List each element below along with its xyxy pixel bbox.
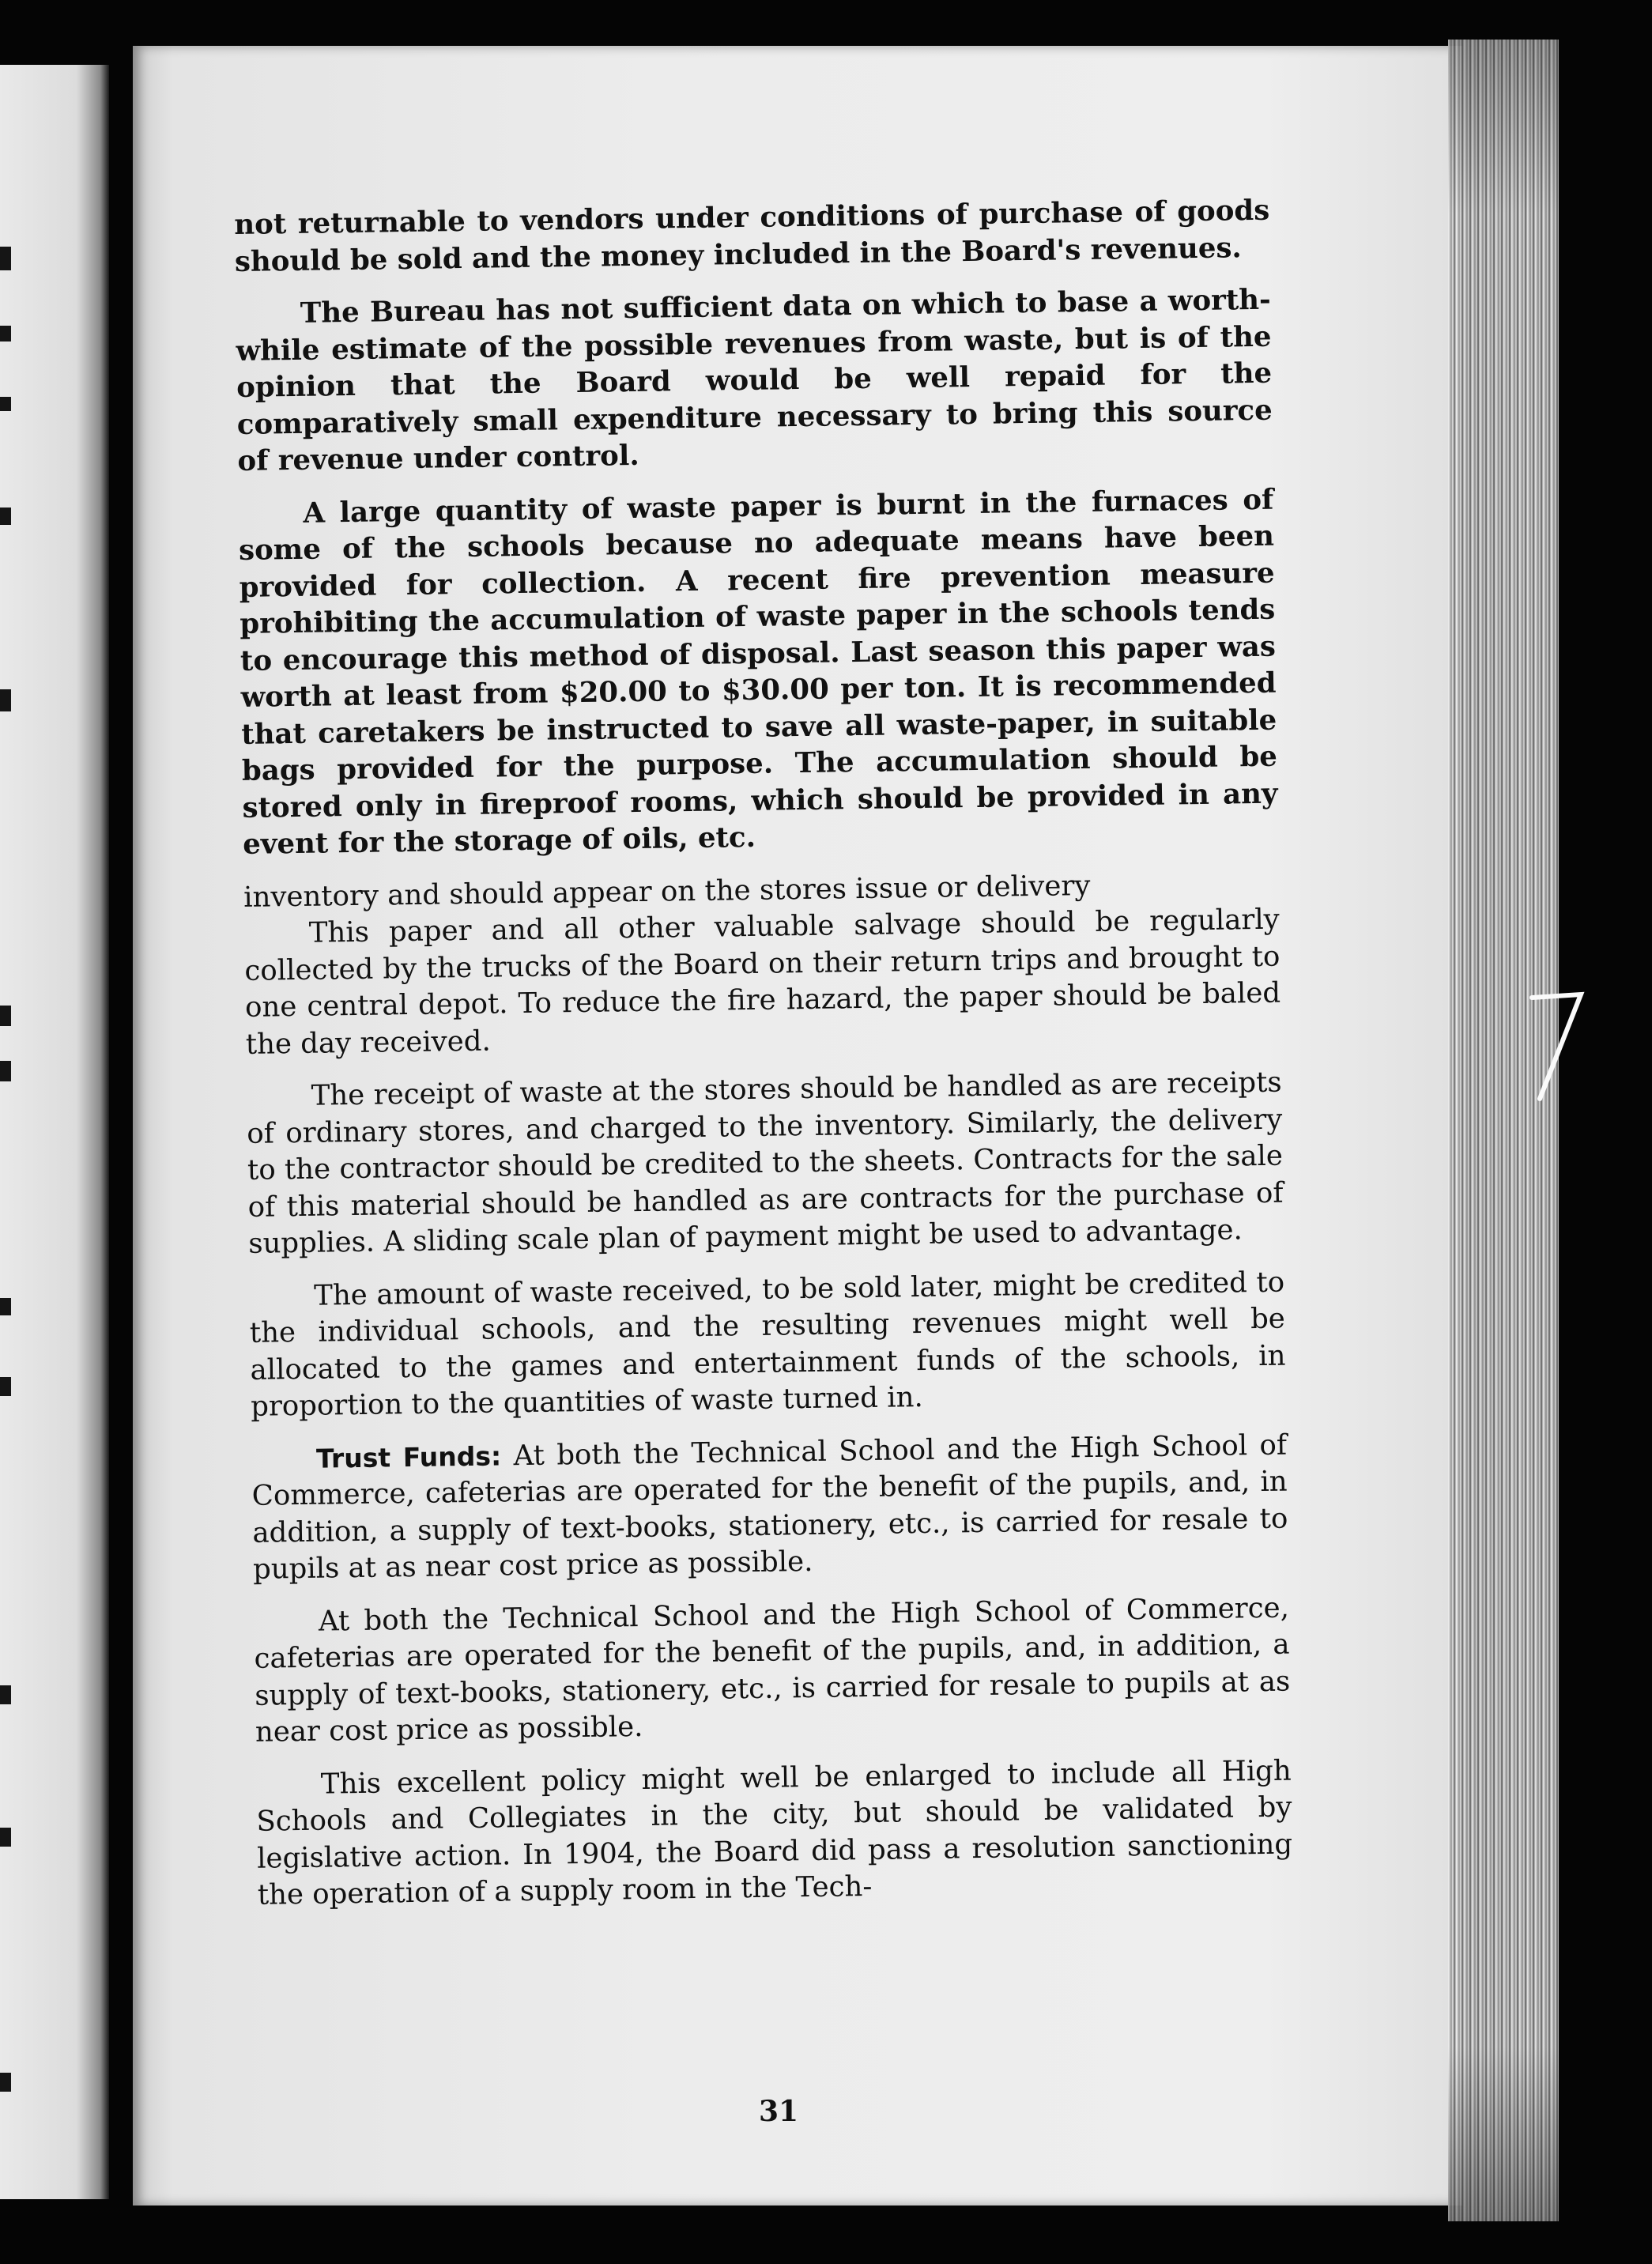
edge-pencil-mark xyxy=(1526,988,1589,1107)
paragraph-body: At both the Technical School and the High School of Commerce, cafeterias are operated for the benefit of the pupils, and, in addition, a supply of text-books, stationery, etc., is carried for resale to pupils at as near cost price as possible. xyxy=(251,1428,1288,1586)
paragraph: At both the Technical School and the High School of Commerce, cafeterias are operated for the benefit of the pupils, and, in addition, a supply of text-books, stationery, etc., is carried for resale to pupils at as near cost price as possible. xyxy=(254,1591,1291,1749)
paragraph: not returnable to vendors under conditions of purchase of goods should be sold and the money included in the Board's revenues. xyxy=(234,194,1270,278)
paragraph-trust-funds xyxy=(251,1427,1288,1588)
left-page-edge-glyph xyxy=(0,508,11,525)
left-page-edge-glyph xyxy=(0,326,11,341)
left-page-edge-glyph xyxy=(0,2073,11,2092)
left-page-edge-glyph xyxy=(0,1006,11,1026)
left-page-edge-glyph xyxy=(0,1298,11,1315)
left-page-edge-glyph xyxy=(0,1061,11,1081)
page-number: 31 xyxy=(759,2095,799,2128)
book-fore-edge xyxy=(1448,40,1559,2221)
paragraph: The Bureau has not sufficient data on which to base a worth-while estimate of the possible revenues from waste, but is of the opinion that the Board would be well repaid for the comparatively small expenditure necessary to bring this source of revenue under control. xyxy=(236,283,1273,477)
left-page-edge-glyph xyxy=(0,1377,11,1396)
paragraph: A large quantity of waste paper is burnt in the furnaces of some of the schools because no adequate means have been provided for collection. A recent fire prevention measure prohibiting the accumulation of waste paper in the schools tends to encourage this method of disposal. Last season this paper was worth at least from $20.00 to $30.00 per ton. It is recommended that caretakers be instructed to save all waste-paper, in suitable bags provided for the purpose. The accumulation should be stored only in fireproof rooms, which should be provided in any event for the storage of oils, etc. xyxy=(238,483,1278,861)
left-page-edge-glyph xyxy=(0,1685,11,1704)
paragraph: This paper and all other valuable salvage should be regularly collected by the trucks of the Board on their return trips and brought to one central depot. To reduce the fire hazard, the paper should be baled the day received. xyxy=(244,903,1281,1061)
paragraph: This excellent policy might well be enlarged to include all High Schools and Collegiates in the city, but should be validated by legislative action. In 1904, the Board did pass a resolution sanctioning the operation of a supply room in the Tech- xyxy=(256,1754,1293,1911)
body-text xyxy=(234,193,1293,1930)
left-page-edge-glyph xyxy=(0,247,11,270)
paragraph: The amount of waste received, to be sold later, might be credited to the individual schools, and the resulting revenues might well be allocated to the games and entertainment funds of the schools, in proportion to the quantities of waste turned in. xyxy=(249,1266,1286,1423)
left-page-edge-glyph xyxy=(0,1828,11,1847)
left-facing-page xyxy=(0,65,109,2199)
left-page-edge-glyph xyxy=(0,397,11,411)
run-in-heading: Trust Funds: xyxy=(315,1440,502,1474)
left-page-edge-glyph xyxy=(0,689,11,711)
paragraph-fragment: inventory and should appear on the stores issue or delivery xyxy=(243,869,1091,914)
paragraph: The receipt of waste at the stores should be handled as are receipts of ordinary stores, and charged to the inventory. Similarly, the delivery to the contractor should be credited to the sheets. Contracts for the sale of this material should be handled as are contracts for the purchase of supplies. A sliding scale plan of payment might be used to advantage. xyxy=(247,1066,1284,1260)
